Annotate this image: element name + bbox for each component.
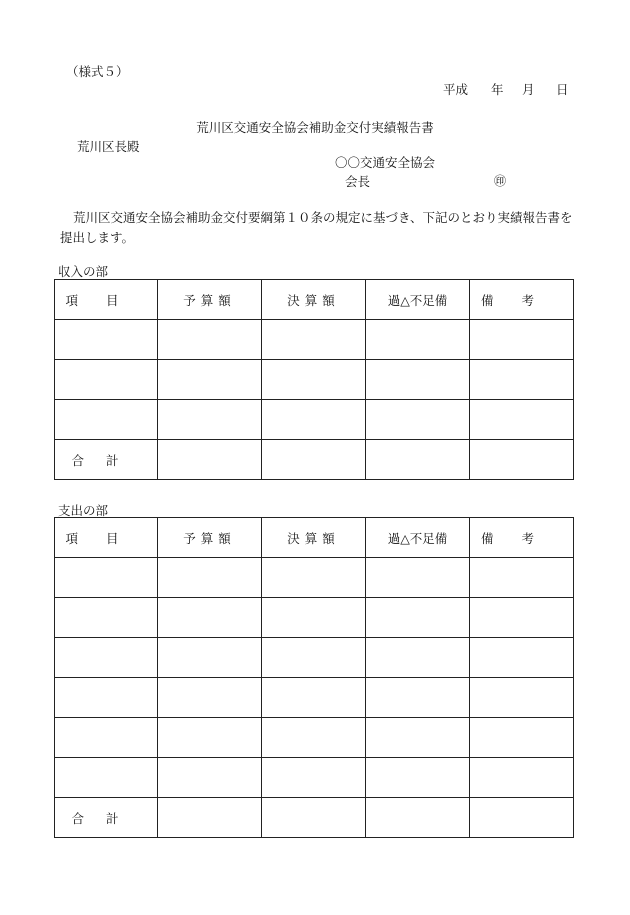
cell-budget[interactable] bbox=[158, 718, 262, 758]
cell-item[interactable] bbox=[55, 718, 158, 758]
table-row bbox=[55, 558, 574, 598]
table-row bbox=[55, 678, 574, 718]
header-difference: 過△不足備 bbox=[366, 280, 470, 320]
header-remarks: 備考 bbox=[470, 280, 574, 320]
cell-settlement[interactable] bbox=[262, 400, 366, 440]
cell-settlement[interactable] bbox=[262, 558, 366, 598]
total-label: 合計 bbox=[55, 798, 158, 838]
table-row bbox=[55, 598, 574, 638]
cell-settlement[interactable] bbox=[262, 440, 366, 480]
table-row bbox=[55, 718, 574, 758]
cell-difference[interactable] bbox=[366, 400, 470, 440]
cell-item[interactable] bbox=[55, 758, 158, 798]
chairman-label: 会長 bbox=[345, 174, 371, 189]
body-text: 荒川区交通安全協会補助金交付要綱第１０条の規定に基づき、下記のとおり実績報告書を提出します。 bbox=[60, 210, 573, 245]
cell-remarks[interactable] bbox=[470, 678, 574, 718]
date-line bbox=[443, 80, 569, 98]
income-table bbox=[54, 279, 574, 480]
cell-remarks[interactable] bbox=[470, 758, 574, 798]
cell-remarks[interactable] bbox=[470, 598, 574, 638]
cell-budget[interactable] bbox=[158, 638, 262, 678]
income-section-label: 収入の部 bbox=[58, 264, 109, 279]
cell-budget[interactable] bbox=[158, 598, 262, 638]
table-row bbox=[55, 320, 574, 360]
header-difference: 過△不足備 bbox=[366, 518, 470, 558]
income-total-row bbox=[55, 440, 574, 480]
cell-remarks[interactable] bbox=[470, 558, 574, 598]
expense-section-label: 支出の部 bbox=[58, 503, 109, 518]
date-year: 年 bbox=[491, 82, 504, 97]
table-row bbox=[55, 400, 574, 440]
addressee: 荒川区長殿 bbox=[77, 139, 140, 154]
date-day: 日 bbox=[556, 82, 569, 97]
cell-budget[interactable] bbox=[158, 758, 262, 798]
date-era: 平成 bbox=[443, 82, 469, 97]
cell-item[interactable] bbox=[55, 400, 158, 440]
cell-item[interactable] bbox=[55, 320, 158, 360]
expense-header-row bbox=[55, 518, 574, 558]
cell-settlement[interactable] bbox=[262, 638, 366, 678]
table-row bbox=[55, 758, 574, 798]
organization-name: 〇〇交通安全協会 bbox=[335, 155, 436, 170]
cell-item[interactable] bbox=[55, 678, 158, 718]
cell-settlement[interactable] bbox=[262, 678, 366, 718]
cell-item[interactable] bbox=[55, 638, 158, 678]
cell-item[interactable] bbox=[55, 360, 158, 400]
cell-item[interactable] bbox=[55, 598, 158, 638]
cell-remarks[interactable] bbox=[470, 440, 574, 480]
header-settlement: 決算額 bbox=[262, 518, 366, 558]
cell-remarks[interactable] bbox=[470, 798, 574, 838]
cell-difference[interactable] bbox=[366, 360, 470, 400]
cell-settlement[interactable] bbox=[262, 798, 366, 838]
cell-difference[interactable] bbox=[366, 798, 470, 838]
cell-remarks[interactable] bbox=[470, 320, 574, 360]
cell-remarks[interactable] bbox=[470, 718, 574, 758]
cell-item[interactable] bbox=[55, 558, 158, 598]
header-budget: 予算額 bbox=[158, 518, 262, 558]
table-row bbox=[55, 360, 574, 400]
cell-remarks[interactable] bbox=[470, 360, 574, 400]
date-month: 月 bbox=[522, 82, 535, 97]
cell-budget[interactable] bbox=[158, 360, 262, 400]
cell-budget[interactable] bbox=[158, 558, 262, 598]
cell-settlement[interactable] bbox=[262, 320, 366, 360]
cell-settlement[interactable] bbox=[262, 598, 366, 638]
income-header-row bbox=[55, 280, 574, 320]
cell-difference[interactable] bbox=[366, 598, 470, 638]
header-settlement: 決算額 bbox=[262, 280, 366, 320]
cell-remarks[interactable] bbox=[470, 638, 574, 678]
cell-budget[interactable] bbox=[158, 798, 262, 838]
header-budget: 予算額 bbox=[158, 280, 262, 320]
header-item: 項目 bbox=[55, 518, 158, 558]
cell-difference[interactable] bbox=[366, 638, 470, 678]
cell-remarks[interactable] bbox=[470, 400, 574, 440]
expense-table bbox=[54, 517, 574, 838]
cell-difference[interactable] bbox=[366, 718, 470, 758]
cell-difference[interactable] bbox=[366, 320, 470, 360]
document-title: 荒川区交通安全協会補助金交付実績報告書 bbox=[196, 120, 434, 135]
cell-budget[interactable] bbox=[158, 320, 262, 360]
cell-budget[interactable] bbox=[158, 678, 262, 718]
total-label: 合計 bbox=[55, 440, 158, 480]
expense-total-row bbox=[55, 798, 574, 838]
table-row bbox=[55, 638, 574, 678]
header-remarks: 備考 bbox=[470, 518, 574, 558]
cell-budget[interactable] bbox=[158, 440, 262, 480]
header-item: 項目 bbox=[55, 280, 158, 320]
cell-difference[interactable] bbox=[366, 558, 470, 598]
cell-settlement[interactable] bbox=[262, 360, 366, 400]
cell-settlement[interactable] bbox=[262, 718, 366, 758]
cell-budget[interactable] bbox=[158, 400, 262, 440]
cell-difference[interactable] bbox=[366, 440, 470, 480]
cell-difference[interactable] bbox=[366, 758, 470, 798]
cell-settlement[interactable] bbox=[262, 758, 366, 798]
cell-difference[interactable] bbox=[366, 678, 470, 718]
form-number: （様式５） bbox=[66, 64, 129, 79]
seal-mark: ㊞ bbox=[494, 174, 507, 188]
